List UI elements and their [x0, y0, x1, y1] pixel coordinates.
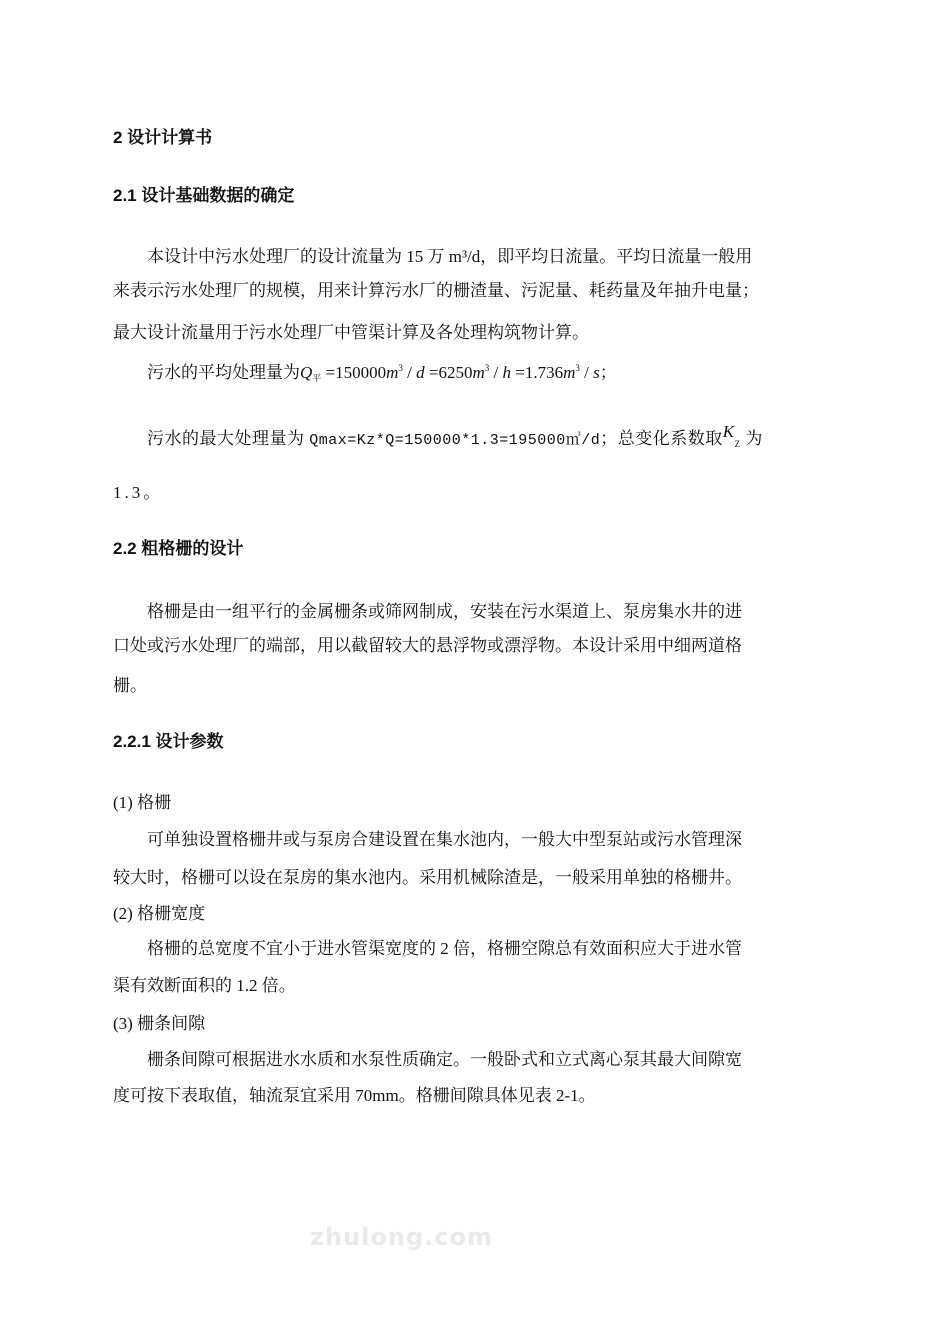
max-flow-middle: ；总变化系数取	[600, 429, 723, 448]
kz-symbol: $K_Z$	[722, 422, 741, 449]
paragraph-line: 度可按下表取值，轴流泵宜采用 70mm。格栅间隙具体见表 2-1。	[113, 1086, 596, 1105]
paragraph-line: 栅条间隙可根据进水水质和水泵性质确定。一般卧式和立式离心泵其最大间隙宽	[147, 1050, 742, 1069]
heading-2-2-1: 2.2.1 设计参数	[113, 732, 224, 751]
heading-2-1: 2.1 设计基础数据的确定	[113, 186, 295, 205]
paragraph-line: 渠有效断面积的 1.2 倍。	[113, 976, 296, 995]
paragraph-line: 口处或污水处理厂的端部，用以截留较大的悬浮物或漂浮物。本设计采用中细两道格	[113, 636, 742, 655]
paragraph-line: 来表示污水处理厂的规模，用来计算污水厂的栅渣量、污泥量、耗药量及年抽升电量；	[113, 281, 759, 300]
average-flow-suffix: ；	[599, 363, 617, 382]
average-flow-formula: $Q_平 =150000m^3 / d =6250m^3 / h =1.736m^3 / s$	[300, 363, 600, 383]
paragraph-line: 最大设计流量用于污水处理厂中管渠计算及各处理构筑物计算。	[113, 323, 589, 342]
paragraph-line: 1.3。	[113, 483, 164, 502]
average-flow-line	[113, 356, 838, 390]
max-flow-line	[113, 422, 838, 458]
item-title: (2) 格栅宽度	[113, 904, 206, 923]
paragraph-line: 栅。	[113, 676, 147, 695]
item-title: (3) 栅条间隙	[113, 1014, 206, 1033]
heading-2: 2 设计计算书	[113, 128, 213, 147]
paragraph-line: 格栅的总宽度不宜小于进水管渠宽度的 2 倍，格栅空隙总有效面积应大于进水管	[147, 939, 742, 958]
average-flow-prefix: 污水的平均处理量为	[147, 363, 300, 382]
max-flow-formula: Qmax=Kz*Q=150000*1.3=195000㎥/d	[309, 432, 601, 449]
max-flow-prefix: 污水的最大处理量为	[147, 429, 310, 448]
watermark: zhulong.com	[310, 1223, 493, 1251]
heading-2-2: 2.2 粗格栅的设计	[113, 539, 244, 558]
paragraph-line: 可单独设置格栅井或与泵房合建设置在集水池内，一般大中型泵站或污水管理深	[147, 830, 742, 849]
max-flow-suffix: 为	[745, 429, 763, 448]
item-title: (1) 格栅	[113, 793, 172, 812]
paragraph-line: 格栅是由一组平行的金属栅条或筛网制成，安装在污水渠道上、泵房集水井的进	[147, 602, 742, 621]
paragraph-line: 本设计中污水处理厂的设计流量为 15 万 m³/d，即平均日流量。平均日流量一般用	[147, 247, 753, 266]
paragraph-line: 较大时，格栅可以设在泵房的集水池内。采用机械除渣是，一般采用单独的格栅井。	[113, 868, 742, 887]
